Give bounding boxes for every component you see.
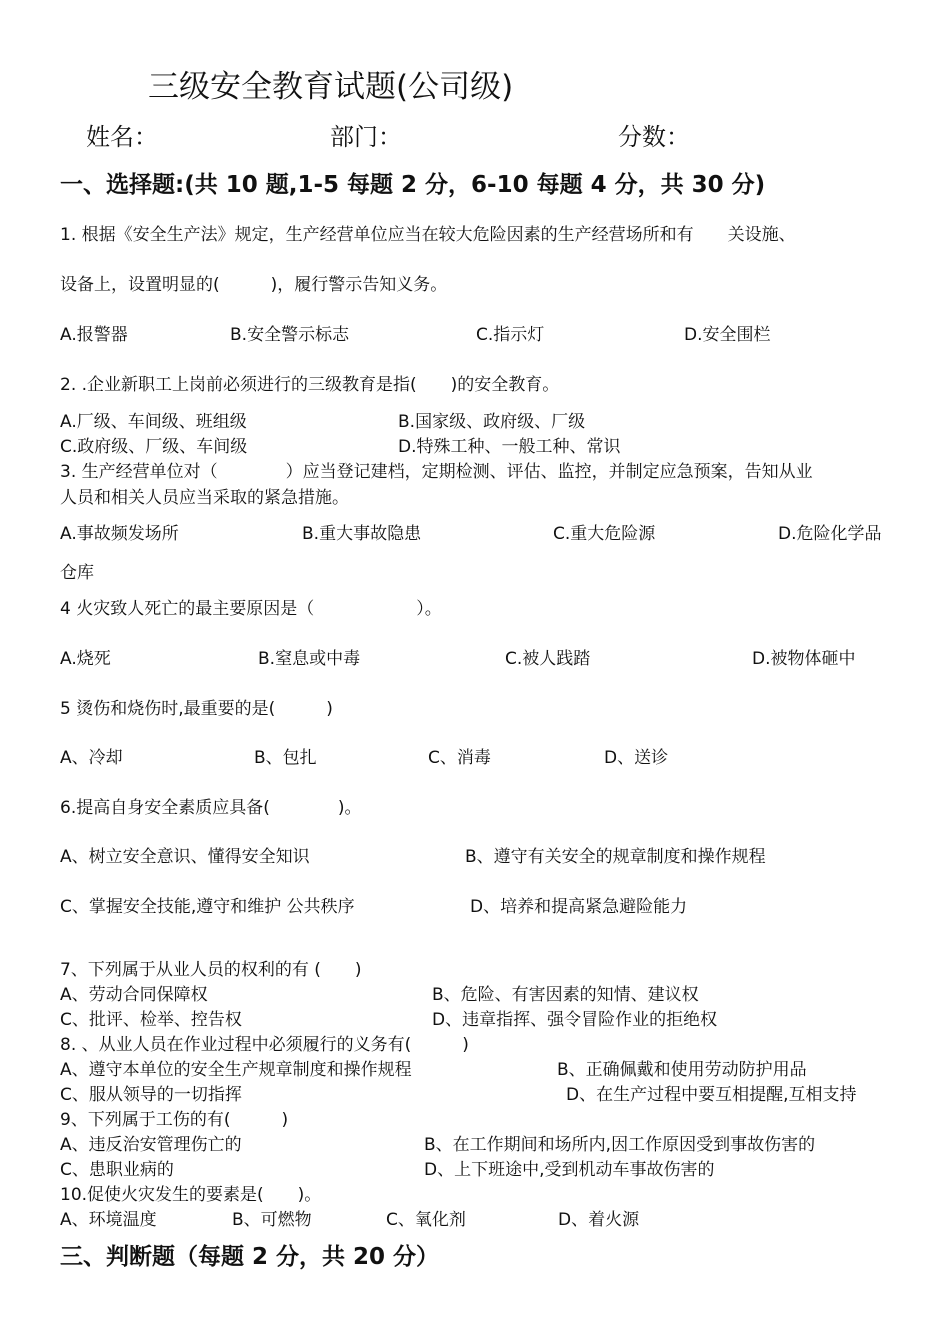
question-7-option-d: D、违章指挥、强令冒险作业的拒绝权 — [432, 1010, 718, 1030]
section-heading-choice: 一、选择题:(共 10 题,1-5 每题 2 分，6-10 每题 4 分，共 30 分) — [60, 172, 766, 198]
question-9-option-d: D、上下班途中,受到机动车事故伤害的 — [424, 1160, 715, 1180]
section-heading-judgment: 三、判断题（每题 2 分，共 20 分） — [60, 1244, 440, 1270]
question-2-option-a: A.厂级、车间级、班组级 — [60, 412, 247, 432]
question-8-option-c: C、服从领导的一切指挥 — [60, 1085, 242, 1105]
question-4-option-a: A.烧死 — [60, 649, 111, 669]
question-7-option-a: A、劳动合同保障权 — [60, 985, 208, 1005]
question-4-option-c: C.被人践踏 — [505, 649, 591, 669]
question-5-option-a: A、冷却 — [60, 748, 123, 768]
question-1-option-a: A.报警器 — [60, 325, 128, 345]
question-2-option-c: C.政府级、厂级、车间级 — [60, 437, 248, 457]
question-4-option-d: D.被物体砸中 — [752, 649, 856, 669]
question-7-option-b: B、危险、有害因素的知情、建议权 — [432, 985, 699, 1005]
page-title: 三级安全教育试题(公司级) — [148, 69, 514, 105]
question-3-line-2: 人员和相关人员应当采取的紧急措施。 — [60, 488, 349, 508]
question-1-option-b: B.安全警示标志 — [230, 325, 350, 345]
question-3-line-1: 3. 生产经营单位对（ ）应当登记建档，定期检测、评估、监控，并制定应急预案，告知从业 — [60, 462, 813, 482]
question-3-option-d: D.危险化学品 — [778, 524, 882, 544]
question-7-text: 7、下列属于从业人员的权利的有 ( ) — [60, 960, 362, 980]
question-2-option-b: B.国家级、政府级、厂级 — [398, 412, 586, 432]
dept-field-label: 部门： — [330, 123, 402, 151]
question-8-option-b: B、正确佩戴和使用劳动防护用品 — [557, 1060, 807, 1080]
question-1-option-c: C.指示灯 — [476, 325, 545, 345]
question-10-option-b: B、可燃物 — [232, 1210, 312, 1230]
question-6-option-b: B、遵守有关安全的规章制度和操作规程 — [465, 847, 766, 867]
question-10-option-a: A、环境温度 — [60, 1210, 157, 1230]
question-7-option-c: C、批评、检举、控告权 — [60, 1010, 242, 1030]
question-9-option-c: C、患职业病的 — [60, 1160, 174, 1180]
question-1-line-1: 1. 根据《安全生产法》规定，生产经营单位应当在较大危险因素的生产经营场所和有 关设施、 — [60, 225, 796, 245]
question-1-line-2: 设备上，设置明显的( )，履行警示告知义务。 — [60, 275, 448, 295]
question-6-option-a: A、树立安全意识、懂得安全知识 — [60, 847, 310, 867]
question-8-option-d: D、在生产过程中要互相提醒,互相支持 — [566, 1085, 857, 1105]
question-4-option-b: B.窒息或中毒 — [258, 649, 361, 669]
question-2-text: 2. .企业新职工上岗前必须进行的三级教育是指( )的安全教育。 — [60, 375, 560, 395]
question-8-option-a: A、遵守本单位的安全生产规章制度和操作规程 — [60, 1060, 412, 1080]
question-10-option-c: C、氧化剂 — [386, 1210, 466, 1230]
question-3-option-b: B.重大事故隐患 — [302, 524, 422, 544]
question-1-option-d: D.安全围栏 — [684, 325, 771, 345]
question-8-text: 8. 、从业人员在作业过程中必须履行的义务有( ) — [60, 1035, 469, 1055]
score-field-label: 分数： — [618, 123, 690, 151]
question-5-option-d: D、送诊 — [604, 748, 669, 768]
question-6-option-c: C、掌握安全技能,遵守和维护 公共秩序 — [60, 897, 355, 917]
question-5-option-c: C、消毒 — [428, 748, 491, 768]
question-2-option-d: D.特殊工种、一般工种、常识 — [398, 437, 621, 457]
question-5-option-b: B、包扎 — [254, 748, 317, 768]
question-3-option-a: A.事故频发场所 — [60, 524, 179, 544]
question-6-option-d: D、培养和提高紧急避险能力 — [470, 897, 688, 917]
question-3-option-c: C.重大危险源 — [553, 524, 656, 544]
question-9-option-a: A、违反治安管理伤亡的 — [60, 1135, 242, 1155]
name-field-label: 姓名： — [86, 123, 158, 151]
question-9-option-b: B、在工作期间和场所内,因工作原因受到事故伤害的 — [424, 1135, 816, 1155]
question-10-option-d: D、着火源 — [558, 1210, 640, 1230]
question-10-text: 10.促使火灾发生的要素是( )。 — [60, 1185, 322, 1205]
question-3-option-d-continued: 仓库 — [60, 563, 94, 583]
question-9-text: 9、下列属于工伤的有( ) — [60, 1110, 289, 1130]
question-5-text: 5 烫伤和烧伤时,最重要的是( ) — [60, 699, 333, 719]
question-6-text: 6.提高自身安全素质应具备( )。 — [60, 798, 362, 818]
question-4-text: 4 火灾致人死亡的最主要原因是（ ）。 — [60, 599, 442, 619]
